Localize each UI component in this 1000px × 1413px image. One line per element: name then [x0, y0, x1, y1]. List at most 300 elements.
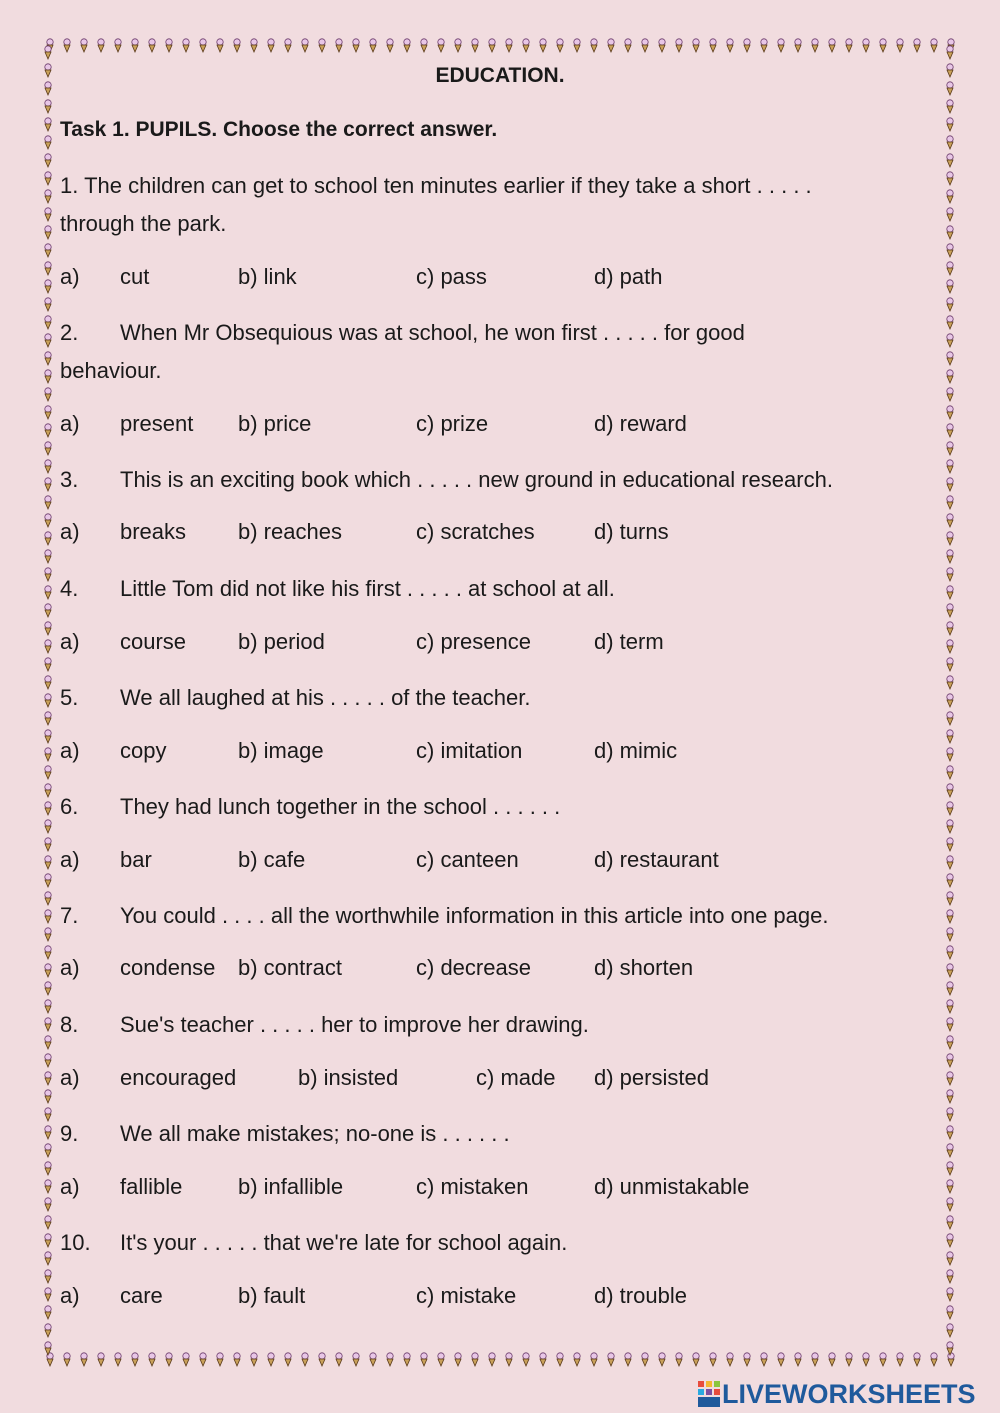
option-d[interactable]: d) unmistakable — [594, 1174, 750, 1199]
ice-cream-icon — [421, 1353, 427, 1366]
ice-cream-icon — [947, 748, 953, 761]
ice-cream-icon — [45, 388, 51, 401]
ice-cream-icon — [98, 1353, 104, 1366]
border-bottom — [42, 1352, 958, 1370]
option-a[interactable]: copy — [120, 738, 167, 763]
border-right — [942, 40, 958, 1370]
option-d[interactable]: d) term — [594, 629, 664, 654]
ice-cream-icon — [947, 1072, 953, 1085]
ice-cream-icon — [947, 1108, 953, 1121]
ice-cream-icon — [947, 1162, 953, 1175]
ice-cream-icon — [45, 1126, 51, 1139]
ice-cream-icon — [45, 1162, 51, 1175]
ice-cream-icon — [947, 1342, 953, 1355]
ice-cream-icon — [947, 1090, 953, 1103]
ice-cream-icon — [45, 838, 51, 851]
option-c[interactable]: c) scratches — [416, 519, 535, 544]
ice-cream-icon — [45, 640, 51, 653]
ice-cream-icon — [947, 496, 953, 509]
question-8 — [60, 1006, 940, 1044]
question-text: Sue's teacher . . . . . her to improve her drawing. — [120, 1012, 589, 1037]
ice-cream-icon — [947, 334, 953, 347]
ice-cream-icon — [81, 39, 87, 52]
border-top — [42, 38, 958, 56]
ice-cream-icon — [947, 316, 953, 329]
ice-cream-icon — [489, 1353, 495, 1366]
question-number: 2. — [60, 320, 79, 345]
option-b[interactable]: b) link — [238, 264, 297, 289]
ice-cream-icon — [947, 946, 953, 959]
ice-cream-icon — [45, 370, 51, 383]
ice-cream-icon — [947, 712, 953, 725]
ice-cream-icon — [947, 532, 953, 545]
ice-cream-icon — [947, 190, 953, 203]
ice-cream-icon — [642, 39, 648, 52]
ice-cream-icon — [455, 1353, 461, 1366]
ice-cream-icon — [557, 39, 563, 52]
ice-cream-icon — [947, 1216, 953, 1229]
option-d[interactable]: d) trouble — [594, 1283, 687, 1308]
ice-cream-icon — [947, 964, 953, 977]
ice-cream-icon — [931, 39, 937, 52]
ice-cream-icon — [676, 1353, 682, 1366]
ice-cream-icon — [319, 1353, 325, 1366]
ice-cream-icon — [183, 39, 189, 52]
option-b[interactable]: b) infallible — [238, 1174, 344, 1199]
liveworksheets-logo-icon — [698, 1381, 720, 1407]
ice-cream-icon — [947, 1234, 953, 1247]
page-title: EDUCATION. — [435, 64, 565, 87]
ice-cream-icon — [710, 39, 716, 52]
ice-cream-icon — [472, 39, 478, 52]
ice-cream-border-icon — [942, 40, 958, 1370]
ice-cream-icon — [45, 478, 51, 491]
ice-cream-icon — [812, 39, 818, 52]
question-9 — [60, 1115, 940, 1153]
ice-cream-icon — [45, 1198, 51, 1211]
ice-cream-icon — [947, 784, 953, 797]
ice-cream-icon — [45, 226, 51, 239]
ice-cream-icon — [727, 1353, 733, 1366]
option-c[interactable]: c) mistaken — [416, 1174, 529, 1199]
ice-cream-icon — [353, 39, 359, 52]
ice-cream-icon — [947, 118, 953, 131]
ice-cream-icon — [45, 1090, 51, 1103]
ice-cream-icon — [693, 39, 699, 52]
question-number: 6. — [60, 794, 79, 819]
ice-cream-icon — [45, 208, 51, 221]
ice-cream-icon — [45, 982, 51, 995]
ice-cream-icon — [45, 100, 51, 113]
ice-cream-icon — [45, 550, 51, 563]
ice-cream-icon — [200, 39, 206, 52]
ice-cream-icon — [438, 39, 444, 52]
option-letter-a[interactable]: a) — [60, 264, 80, 289]
ice-cream-icon — [574, 1353, 580, 1366]
ice-cream-icon — [45, 586, 51, 599]
ice-cream-icon — [744, 1353, 750, 1366]
ice-cream-icon — [947, 1270, 953, 1283]
question-text: It's your . . . . . that we're late for school again. — [120, 1230, 568, 1255]
options-9 — [60, 1174, 940, 1204]
option-c[interactable]: c) mistake — [416, 1283, 517, 1308]
question-3 — [60, 461, 940, 499]
ice-cream-icon — [183, 1353, 189, 1366]
question-4 — [60, 570, 940, 608]
ice-cream-icon — [947, 838, 953, 851]
ice-cream-icon — [947, 406, 953, 419]
option-d[interactable]: d) persisted — [594, 1065, 709, 1090]
option-a[interactable]: fallible — [120, 1174, 183, 1199]
ice-cream-icon — [897, 39, 903, 52]
ice-cream-icon — [45, 730, 51, 743]
option-c[interactable]: c) made — [476, 1065, 556, 1090]
ice-cream-icon — [45, 316, 51, 329]
ice-cream-icon — [659, 1353, 665, 1366]
ice-cream-icon — [45, 190, 51, 203]
ice-cream-icon — [45, 280, 51, 293]
ice-cream-icon — [45, 964, 51, 977]
option-d[interactable]: d) shorten — [594, 955, 694, 980]
options-2 — [60, 411, 940, 441]
ice-cream-icon — [64, 39, 70, 52]
ice-cream-icon — [45, 514, 51, 527]
ice-cream-icon — [947, 856, 953, 869]
option-b[interactable]: b) reaches — [238, 519, 342, 544]
ice-cream-icon — [45, 874, 51, 887]
ice-cream-icon — [947, 766, 953, 779]
option-letter-a[interactable]: a) — [60, 1283, 80, 1308]
ice-cream-icon — [625, 39, 631, 52]
ice-cream-icon — [625, 1353, 631, 1366]
ice-cream-icon — [217, 1353, 223, 1366]
ice-cream-icon — [45, 424, 51, 437]
ice-cream-icon — [761, 39, 767, 52]
ice-cream-icon — [336, 1353, 342, 1366]
ice-cream-icon — [557, 1353, 563, 1366]
ice-cream-icon — [693, 1353, 699, 1366]
ice-cream-icon — [591, 39, 597, 52]
ice-cream-icon — [45, 1306, 51, 1319]
option-c[interactable]: c) imitation — [416, 738, 523, 763]
ice-cream-icon — [45, 1000, 51, 1013]
option-d[interactable]: d) reward — [594, 411, 687, 436]
option-b[interactable]: b) contract — [238, 955, 342, 980]
ice-cream-icon — [45, 748, 51, 761]
option-letter-a[interactable]: a) — [60, 955, 80, 980]
ice-cream-icon — [947, 172, 953, 185]
ice-cream-icon — [947, 388, 953, 401]
option-a[interactable]: cut — [120, 264, 150, 289]
ice-cream-border-icon — [42, 1352, 958, 1370]
ice-cream-icon — [812, 1353, 818, 1366]
ice-cream-icon — [947, 928, 953, 941]
option-b[interactable]: b) image — [238, 738, 324, 763]
ice-cream-icon — [947, 46, 953, 59]
question-text: They had lunch together in the school . . . . . . — [120, 794, 561, 819]
question-7 — [60, 897, 940, 935]
ice-cream-icon — [947, 622, 953, 635]
option-c[interactable]: c) canteen — [416, 847, 519, 872]
question-text: You could . . . . all the worthwhile information in this article into one page. — [120, 903, 829, 928]
ice-cream-icon — [947, 262, 953, 275]
ice-cream-icon — [45, 784, 51, 797]
ice-cream-icon — [45, 46, 51, 59]
ice-cream-icon — [387, 1353, 393, 1366]
ice-cream-icon — [489, 39, 495, 52]
ice-cream-icon — [947, 802, 953, 815]
question-number: 4. — [60, 576, 79, 601]
ice-cream-icon — [319, 39, 325, 52]
ice-cream-icon — [45, 892, 51, 905]
ice-cream-icon — [947, 1288, 953, 1301]
option-d[interactable]: d) mimic — [594, 738, 678, 763]
ice-cream-icon — [45, 442, 51, 455]
ice-cream-icon — [914, 1353, 920, 1366]
ice-cream-icon — [45, 136, 51, 149]
ice-cream-icon — [727, 39, 733, 52]
ice-cream-icon — [947, 1018, 953, 1031]
option-letter-a[interactable]: a) — [60, 629, 80, 654]
ice-cream-icon — [947, 820, 953, 833]
ice-cream-icon — [404, 1353, 410, 1366]
ice-cream-icon — [45, 496, 51, 509]
question-text: Little Tom did not like his first . . . . . at school at all. — [120, 576, 615, 601]
ice-cream-icon — [778, 39, 784, 52]
ice-cream-icon — [45, 352, 51, 365]
option-letter-a[interactable]: a) — [60, 519, 80, 544]
options-8 — [60, 1065, 940, 1095]
ice-cream-icon — [45, 802, 51, 815]
ice-cream-icon — [947, 208, 953, 221]
ice-cream-icon — [947, 136, 953, 149]
ice-cream-icon — [659, 39, 665, 52]
option-a[interactable]: condense — [120, 955, 216, 980]
ice-cream-icon — [947, 1198, 953, 1211]
ice-cream-icon — [947, 352, 953, 365]
ice-cream-icon — [947, 604, 953, 617]
ice-cream-icon — [115, 1353, 121, 1366]
option-c[interactable]: c) pass — [416, 264, 487, 289]
option-a[interactable]: bar — [120, 847, 152, 872]
ice-cream-icon — [947, 874, 953, 887]
question-number: 1. — [60, 173, 79, 198]
question-text-cont: behaviour. — [60, 358, 162, 383]
ice-cream-icon — [947, 154, 953, 167]
ice-cream-icon — [45, 298, 51, 311]
ice-cream-icon — [931, 1353, 937, 1366]
option-letter-a[interactable]: a) — [60, 847, 80, 872]
ice-cream-icon — [45, 1234, 51, 1247]
options-6 — [60, 847, 940, 877]
ice-cream-icon — [149, 1353, 155, 1366]
ice-cream-icon — [45, 622, 51, 635]
ice-cream-icon — [353, 1353, 359, 1366]
ice-cream-icon — [45, 334, 51, 347]
question-number: 10. — [60, 1230, 91, 1255]
option-a[interactable]: care — [120, 1283, 163, 1308]
ice-cream-icon — [829, 1353, 835, 1366]
ice-cream-icon — [336, 39, 342, 52]
ice-cream-icon — [523, 39, 529, 52]
question-6 — [60, 788, 940, 826]
ice-cream-icon — [166, 39, 172, 52]
option-c[interactable]: c) presence — [416, 629, 531, 654]
ice-cream-icon — [947, 298, 953, 311]
ice-cream-border-icon — [40, 40, 56, 1370]
ice-cream-icon — [744, 39, 750, 52]
ice-cream-icon — [947, 442, 953, 455]
ice-cream-icon — [45, 1180, 51, 1193]
option-b[interactable]: b) period — [238, 629, 325, 654]
ice-cream-icon — [947, 1306, 953, 1319]
ice-cream-icon — [778, 1353, 784, 1366]
ice-cream-icon — [217, 39, 223, 52]
ice-cream-icon — [285, 39, 291, 52]
ice-cream-icon — [45, 1252, 51, 1265]
ice-cream-icon — [45, 676, 51, 689]
ice-cream-icon — [45, 118, 51, 131]
ice-cream-icon — [45, 604, 51, 617]
ice-cream-icon — [45, 262, 51, 275]
ice-cream-icon — [387, 39, 393, 52]
question-text: The children can get to school ten minutes earlier if they take a short . . . . . — [84, 173, 812, 198]
ice-cream-icon — [45, 1270, 51, 1283]
ice-cream-icon — [676, 39, 682, 52]
ice-cream-icon — [45, 820, 51, 833]
task-title: Task 1. PUPILS. Choose the correct answer. — [60, 118, 498, 141]
ice-cream-icon — [846, 39, 852, 52]
ice-cream-icon — [947, 1324, 953, 1337]
option-d[interactable]: d) turns — [594, 519, 669, 544]
ice-cream-icon — [795, 1353, 801, 1366]
question-number: 8. — [60, 1012, 79, 1037]
ice-cream-icon — [846, 1353, 852, 1366]
question-5 — [60, 679, 940, 717]
ice-cream-icon — [947, 586, 953, 599]
options-1 — [60, 264, 940, 294]
ice-cream-icon — [251, 39, 257, 52]
option-c[interactable]: c) prize — [416, 411, 489, 436]
option-d[interactable]: d) path — [594, 264, 663, 289]
ice-cream-icon — [45, 1018, 51, 1031]
ice-cream-icon — [45, 460, 51, 473]
ice-cream-icon — [370, 1353, 376, 1366]
ice-cream-icon — [947, 640, 953, 653]
ice-cream-icon — [523, 1353, 529, 1366]
ice-cream-border-icon — [42, 38, 958, 56]
option-letter-a[interactable]: a) — [60, 411, 80, 436]
ice-cream-icon — [947, 1180, 953, 1193]
ice-cream-icon — [947, 478, 953, 491]
ice-cream-icon — [45, 766, 51, 779]
ice-cream-icon — [880, 39, 886, 52]
option-a[interactable]: present — [120, 411, 194, 436]
option-d[interactable]: d) restaurant — [594, 847, 719, 872]
ice-cream-icon — [608, 39, 614, 52]
ice-cream-icon — [45, 694, 51, 707]
ice-cream-icon — [574, 39, 580, 52]
question-1 — [60, 167, 940, 243]
ice-cream-icon — [947, 1126, 953, 1139]
ice-cream-icon — [45, 568, 51, 581]
ice-cream-icon — [642, 1353, 648, 1366]
ice-cream-icon — [540, 39, 546, 52]
ice-cream-icon — [45, 856, 51, 869]
ice-cream-icon — [45, 1072, 51, 1085]
ice-cream-icon — [506, 1353, 512, 1366]
option-letter-a[interactable]: a) — [60, 738, 80, 763]
ice-cream-icon — [947, 280, 953, 293]
ice-cream-icon — [947, 910, 953, 923]
ice-cream-icon — [285, 1353, 291, 1366]
ice-cream-icon — [45, 946, 51, 959]
question-text-cont: through the park. — [60, 211, 227, 236]
ice-cream-icon — [438, 1353, 444, 1366]
option-b[interactable]: b) price — [238, 411, 312, 436]
question-10 — [60, 1224, 940, 1262]
question-text: This is an exciting book which . . . . . new ground in educational research. — [120, 467, 833, 492]
ice-cream-icon — [829, 39, 835, 52]
ice-cream-icon — [45, 658, 51, 671]
question-text: When Mr Obsequious was at school, he won first . . . . . for good — [120, 320, 745, 345]
ice-cream-icon — [540, 1353, 546, 1366]
ice-cream-icon — [897, 1353, 903, 1366]
ice-cream-icon — [795, 39, 801, 52]
ice-cream-icon — [45, 1342, 51, 1355]
ice-cream-icon — [268, 39, 274, 52]
option-letter-a[interactable]: a) — [60, 1065, 80, 1090]
option-b[interactable]: b) cafe — [238, 847, 306, 872]
ice-cream-icon — [761, 1353, 767, 1366]
options-5 — [60, 738, 940, 768]
ice-cream-icon — [81, 1353, 87, 1366]
ice-cream-icon — [863, 39, 869, 52]
option-a[interactable]: breaks — [120, 519, 187, 544]
ice-cream-icon — [608, 1353, 614, 1366]
option-a[interactable]: course — [120, 629, 187, 654]
option-b[interactable]: b) fault — [238, 1283, 306, 1308]
ice-cream-icon — [947, 730, 953, 743]
option-a[interactable]: encouraged — [120, 1065, 237, 1090]
ice-cream-icon — [98, 39, 104, 52]
ice-cream-icon — [947, 244, 953, 257]
question-number: 5. — [60, 685, 79, 710]
ice-cream-icon — [947, 1000, 953, 1013]
ice-cream-icon — [302, 39, 308, 52]
option-c[interactable]: c) decrease — [416, 955, 531, 980]
option-b[interactable]: b) insisted — [298, 1065, 399, 1090]
ice-cream-icon — [45, 406, 51, 419]
ice-cream-icon — [947, 370, 953, 383]
option-letter-a[interactable]: a) — [60, 1174, 80, 1199]
ice-cream-icon — [947, 1144, 953, 1157]
ice-cream-icon — [880, 1353, 886, 1366]
ice-cream-icon — [472, 1353, 478, 1366]
ice-cream-icon — [45, 154, 51, 167]
ice-cream-icon — [45, 712, 51, 725]
ice-cream-icon — [45, 910, 51, 923]
ice-cream-icon — [45, 244, 51, 257]
ice-cream-icon — [132, 1353, 138, 1366]
ice-cream-icon — [234, 1353, 240, 1366]
ice-cream-icon — [421, 39, 427, 52]
ice-cream-icon — [506, 39, 512, 52]
question-text: We all make mistakes; no-one is . . . . . . — [120, 1121, 510, 1146]
options-10 — [60, 1283, 940, 1313]
ice-cream-icon — [234, 39, 240, 52]
question-number: 3. — [60, 467, 79, 492]
